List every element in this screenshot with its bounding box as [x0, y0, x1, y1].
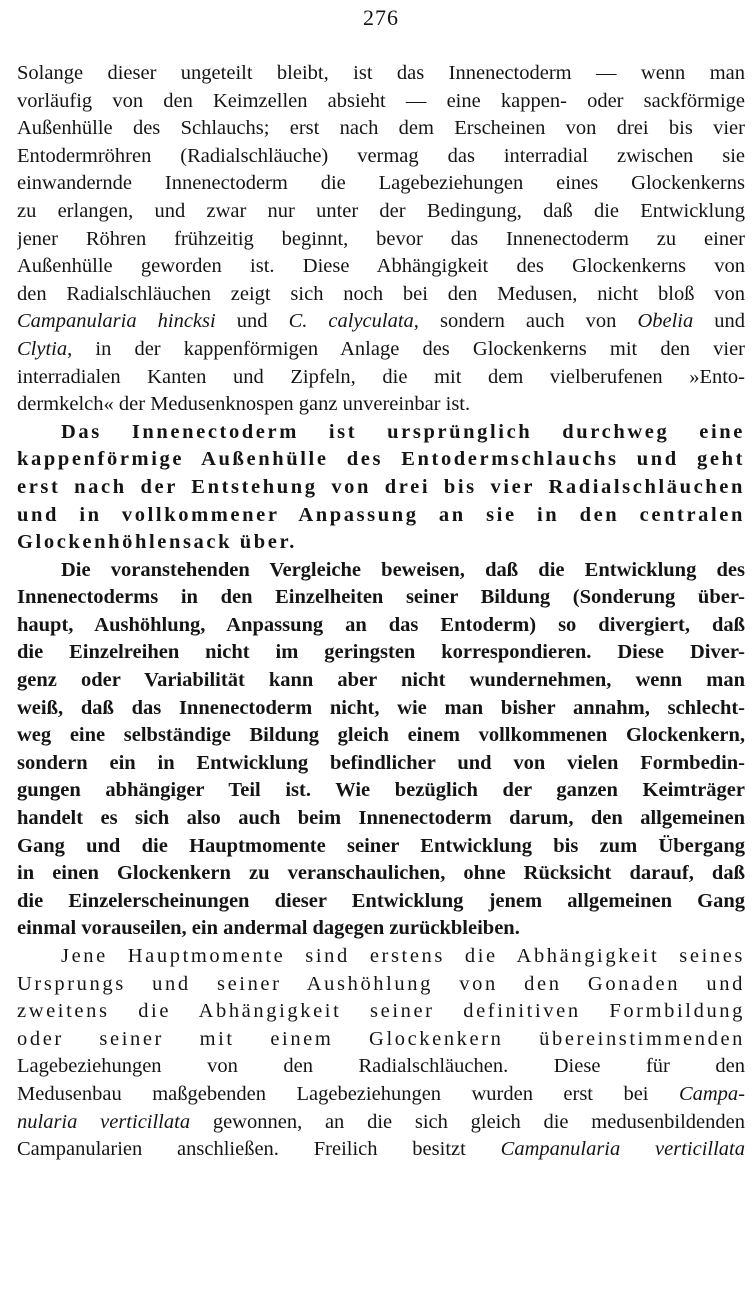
text-line: kappenförmige Außenhülle des Entodermschlauchs und geht	[17, 448, 745, 471]
text-line-italic-mixed: Medusenbau maßgebenden Lagebeziehungen wurden erst bei Campa-	[17, 1082, 745, 1105]
paragraph-2-emphasis	[17, 419, 745, 557]
text-line: Glockenhöhlensack über.	[17, 531, 298, 554]
taxon-name: nularia verticillata	[17, 1110, 191, 1133]
paragraph-1	[17, 60, 745, 419]
text-line: handelt es sich also auch beim Innenectoderm darum, den allgemeinen	[17, 807, 745, 830]
text-line: einwandernde Innenectoderm die Lagebeziehungen eines Glockenkerns	[17, 172, 745, 195]
text-line: die Einzelreihen nicht im geringsten korrespondieren. Diese Diver-	[17, 641, 745, 664]
text-line: Das Innenectoderm ist ursprünglich durchweg eine	[61, 420, 745, 443]
text-line: jener Röhren frühzeitig beginnt, bevor das Innenectoderm zu einer	[17, 227, 745, 250]
text-line: erst nach der Entstehung von drei bis vier Radialschläuchen	[17, 475, 745, 498]
taxon-name: Campanularia hincksi	[17, 310, 216, 333]
text-line: Außenhülle des Schlauchs; erst nach dem Erscheinen von drei bis vier	[17, 117, 745, 140]
text-line: weg eine selbständige Bildung gleich einem vollkommenen Glockenkern,	[17, 724, 745, 747]
text-line: vorläufig von den Keimzellen absieht — eine kappen- oder sackförmige	[17, 89, 745, 112]
text-line: Solange dieser ungeteilt bleibt, ist das Innenectoderm — wenn man	[17, 62, 745, 84]
text-line: zweitens die Abhängigkeit seiner definitiven Formbildung	[17, 1000, 745, 1023]
text-line: gungen abhängiger Teil ist. Wie bezüglich der ganzen Keimträger	[17, 779, 745, 802]
text-line: Ursprungs und seiner Aushöhlung von den Gonaden und	[17, 972, 745, 995]
text-line: in einen Glockenkern zu veranschaulichen, ohne Rücksicht darauf, daß	[17, 862, 745, 885]
taxon-name: C. calyculata	[288, 310, 414, 333]
text-line: die Einzelerscheinungen dieser Entwicklung jenem allgemeinen Gang	[17, 889, 745, 912]
text-line-italic-mixed: Campanularia hincksi und C. calyculata, sondern auch von Obelia und	[17, 310, 745, 333]
paragraph-3	[17, 557, 745, 943]
text-line: interradialen Kanten und Zipfeln, die mit dem vielberufenen »Ento-	[17, 365, 745, 388]
text-line: Gang und die Hauptmomente seiner Entwicklung bis zum Übergang	[17, 834, 745, 857]
text-line: einmal vorauseilen, ein andermal dagegen zurückbleiben.	[17, 917, 520, 940]
taxon-name: Clytia	[17, 337, 68, 360]
text-line: den Radialschläuchen zeigt sich noch bei den Medusen, nicht bloß von	[17, 282, 745, 305]
text-line: Außenhülle geworden ist. Diese Abhängigkeit des Glockenkerns von	[17, 255, 745, 278]
text-line: weiß, daß das Innenectoderm nicht, wie man bisher annahm, schlecht-	[17, 696, 745, 719]
text-line: Innenectoderms in den Einzelheiten seiner Bildung (Sonderung über-	[17, 586, 745, 609]
paragraph-4	[17, 943, 745, 1164]
text-line: sondern ein in Entwicklung befindlicher und von vielen Formbedin-	[17, 751, 745, 774]
text-line: zu erlangen, und zwar nur unter der Bedingung, daß die Entwicklung	[17, 199, 745, 222]
text-line: und in vollkommener Anpassung an sie in den centralen	[17, 503, 745, 526]
taxon-name: Campa-	[678, 1082, 745, 1105]
text-line-italic-mixed: nularia verticillata gewonnen, an die sich gleich die medusenbildenden	[17, 1110, 745, 1133]
text-line: Entodermröhren (Radialschläuche) vermag das interradial zwischen sie	[17, 144, 745, 167]
taxon-name: Obelia	[637, 310, 694, 333]
text-line: dermkelch« der Medusenknospen ganz unvereinbar ist.	[17, 393, 471, 416]
text-line: Jene Hauptmomente sind erstens die Abhängigkeit seines	[61, 945, 745, 967]
page-number: 276	[363, 5, 399, 30]
taxon-name: Campanularia verticillata	[500, 1138, 745, 1161]
text-line: oder seiner mit einem Glockenkern übereinstimmenden	[17, 1027, 745, 1050]
text-line-italic-mixed: Campanularien anschließen. Freilich besitzt Campanularia verticillata	[17, 1138, 745, 1161]
text-line: Lagebeziehungen von den Radialschläuchen. Diese für den	[17, 1055, 745, 1078]
text-line: Die voranstehenden Vergleiche beweisen, daß die Entwicklung des	[61, 558, 745, 581]
text-line: genz oder Variabilität kann aber nicht wundernehmen, wenn man	[17, 669, 745, 692]
text-line: haupt, Aushöhlung, Anpassung an das Entoderm) so divergiert, daß	[17, 613, 745, 636]
text-line-italic-mixed: Clytia, in der kappenförmigen Anlage des Glockenkerns mit den vier	[17, 337, 745, 360]
